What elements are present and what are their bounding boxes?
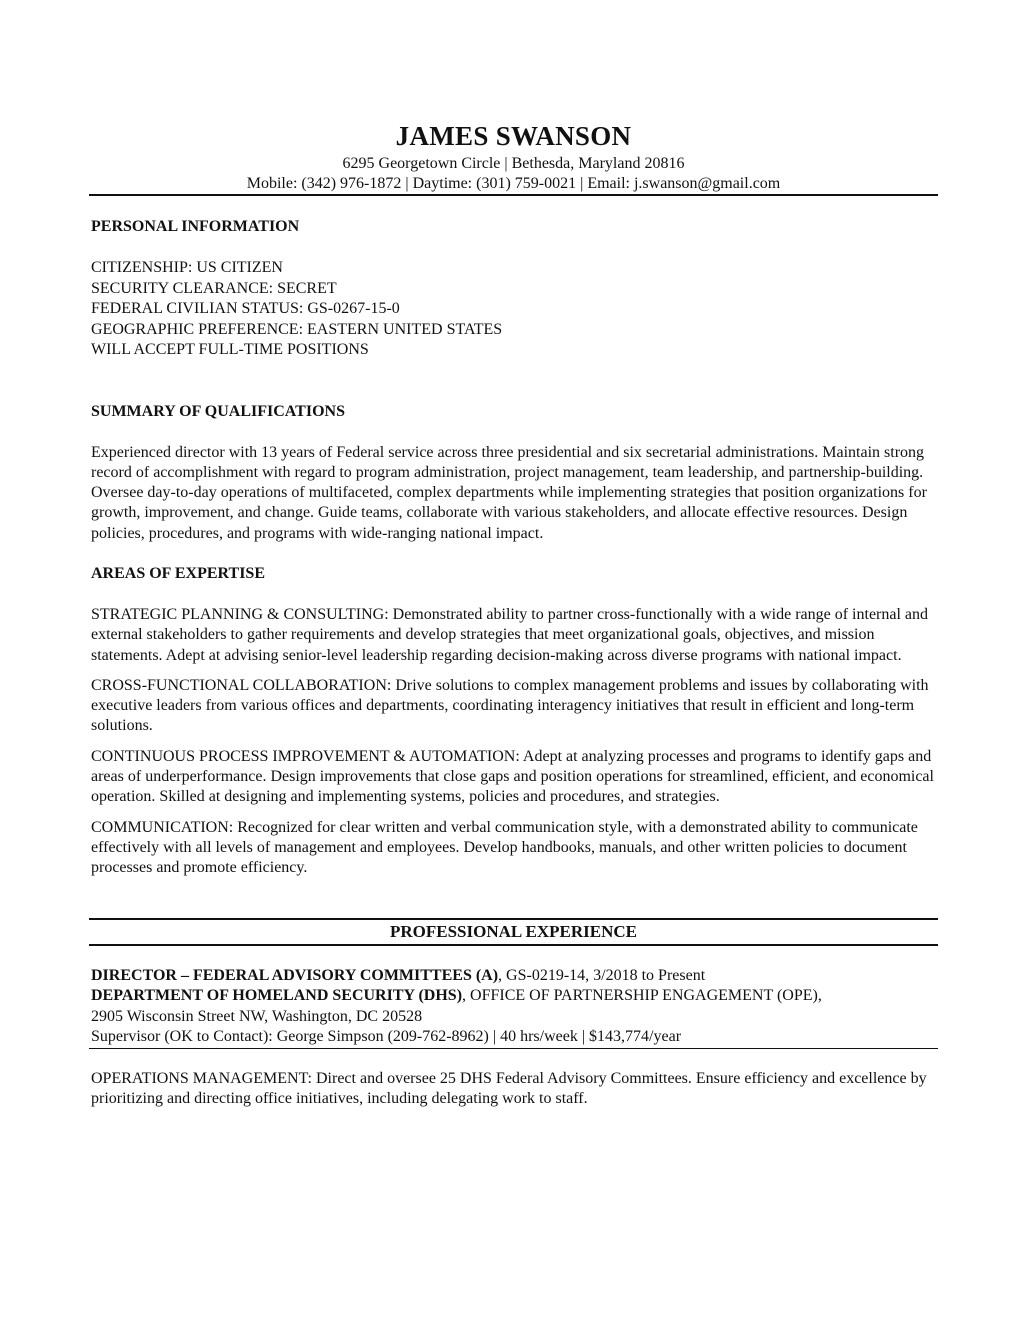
job-duties: OPERATIONS MANAGEMENT: Direct and oversee 25 DHS Federal Advisory Committees. Ensure efficiency and excellence by prioritizing and directing office initiatives, including delegating work to staff.	[91, 1069, 927, 1107]
personal-info-position-type: WILL ACCEPT FULL-TIME POSITIONS	[91, 341, 369, 358]
personal-info-heading: PERSONAL INFORMATION	[91, 218, 300, 235]
resume-page	[91, 118, 936, 1109]
resume-header	[91, 118, 936, 194]
expertise-heading: AREAS OF EXPERTISE	[91, 564, 265, 582]
experience-heading: PROFESSIONAL EXPERIENCE	[89, 918, 938, 946]
job-agency: DEPARTMENT OF HOMELAND SECURITY (DHS)	[91, 987, 463, 1005]
job-office: , OFFICE OF PARTNERSHIP ENGAGEMENT (OPE),	[462, 987, 822, 1005]
expertise-communication: COMMUNICATION: Recognized for clear written and verbal communication style, with a demonstrated ability to communicate effectively with all levels of management and employees. Develop handbooks, manuals, and other written policies to document processes and promote efficiency.	[91, 818, 918, 877]
job-entry	[91, 966, 936, 1048]
job-grade-dates: , GS-0219-14, 3/2018 to Present	[498, 966, 706, 984]
expertise-process-improvement: CONTINUOUS PROCESS IMPROVEMENT & AUTOMATION: Adept at analyzing processes and programs to identify gaps and areas of underperformance. Design improvements that close gaps and position operations for streamlined, efficient, and economical operation. Skilled at designing and implementing systems, policies and procedures, and strategies.	[91, 747, 934, 806]
personal-info-citizenship: CITIZENSHIP: US CITIZEN	[91, 259, 283, 276]
expertise-collaboration: CROSS-FUNCTIONAL COLLABORATION: Drive solutions to complex management problems and issues by collaborating with executive leaders from various offices and departments, coordinating interagency initiatives that result in efficient and long-term solutions.	[91, 676, 929, 735]
summary-heading: SUMMARY OF QUALIFICATIONS	[91, 402, 345, 420]
personal-info-geographic-preference: GEOGRAPHIC PREFERENCE: EASTERN UNITED STATES	[91, 320, 503, 338]
personal-info-federal-status: FEDERAL CIVILIAN STATUS: GS-0267-15-0	[91, 300, 400, 317]
job-agency-line	[91, 986, 936, 1007]
applicant-name: JAMES SWANSON	[395, 121, 632, 151]
expertise-strategic-planning: STRATEGIC PLANNING & CONSULTING: Demonstrated ability to partner cross-functionally with a wide range of internal and external stakeholders to gather requirements and develop strategies that meet organizational goals, objectives, and mission statements. Adept at advising senior-level leadership regarding decision-making across diverse programs with national impact.	[91, 605, 929, 664]
contact-details: Mobile: (342) 976-1872 | Daytime: (301) 759-0021 | Email: j.swanson@gmail.com	[246, 175, 781, 192]
mailing-address: 6295 Georgetown Circle | Bethesda, Maryland 20816	[342, 155, 685, 172]
personal-info-list	[91, 258, 936, 361]
job-supervisor: Supervisor (OK to Contact): George Simpson (209-762-8962) | 40 hrs/week | $143,774/year	[91, 1028, 682, 1046]
summary-paragraph: Experienced director with 13 years of Federal service across three presidential and six secretarial administrations. Maintain strong record of accomplishment with regard to program administration, project management, team leadership, and partnership-building. Oversee day-to-day operations of multifaceted, complex departments while implementing strategies that position organizations for growth, improvement, and change. Guide teams, collaborate with various stakeholders, and allocate effective resources. Design policies, procedures, and programs with wide-ranging national impact.	[91, 443, 927, 542]
job-title: DIRECTOR – FEDERAL ADVISORY COMMITTEES (A)	[91, 966, 499, 984]
job-title-line	[91, 966, 936, 987]
job-address: 2905 Wisconsin Street NW, Washington, DC 20528	[91, 1007, 423, 1025]
personal-info-clearance: SECURITY CLEARANCE: SECRET	[91, 279, 337, 297]
